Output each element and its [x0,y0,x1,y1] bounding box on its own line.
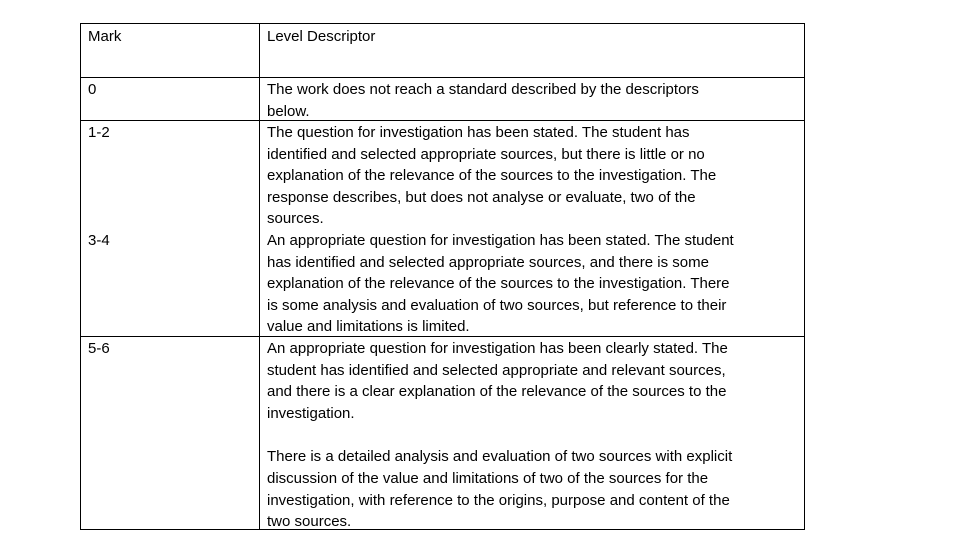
column-divider [259,24,260,529]
descriptor-line: value and limitations is limited. [267,318,470,336]
header-level-descriptor: Level Descriptor [267,28,376,45]
descriptor-5-6 [267,338,803,533]
descriptor-line: The question for investigation has been stated. The student has [267,124,690,141]
descriptor-line: identified and selected appropriate sources, but there is little or no [267,145,705,163]
descriptor-line: investigation, with reference to the origins, purpose and content of the [267,491,730,509]
descriptor-line: investigation. [267,404,355,422]
descriptor-line: The work does not reach a standard described by the descriptors [267,81,699,98]
descriptor-line: explanation of the relevance of the sources to the investigation. There [267,275,730,293]
descriptor-line: two sources. [267,513,352,531]
descriptor-line: is some analysis and evaluation of two sources, but reference to their [267,296,727,314]
descriptor-line: and there is a clear explanation of the relevance of the sources to the [267,383,727,401]
descriptor-line: explanation of the relevance of the sources to the investigation. The [267,167,717,185]
descriptor-3-4 [267,230,803,338]
descriptor-line: discussion of the value and limitations of two of the sources for the [267,469,709,487]
descriptor-line: sources. [267,210,324,228]
descriptor-line: below. [267,102,310,120]
descriptor-line: An appropriate question for investigation has been stated. The student [267,232,734,249]
mark-3-4: 3-4 [88,232,110,249]
header-mark: Mark [88,28,122,45]
descriptor-line: response describes, but does not analyse or evaluate, two of the [267,188,696,206]
rubric-table [80,23,805,530]
descriptor-1-2 [267,122,803,230]
descriptor-line: An appropriate question for investigation has been clearly stated. The [267,340,728,357]
mark-1-2: 1-2 [88,124,110,141]
descriptor-0 [267,79,803,122]
descriptor-line: student has identified and selected appropriate and relevant sources, [267,361,726,379]
descriptor-line: has identified and selected appropriate sources, and there is some [267,253,709,271]
header-row-divider [81,77,804,78]
mark-0: 0 [88,81,97,98]
descriptor-line: There is a detailed analysis and evaluation of two sources with explicit [267,448,733,466]
mark-5-6: 5-6 [88,340,110,357]
